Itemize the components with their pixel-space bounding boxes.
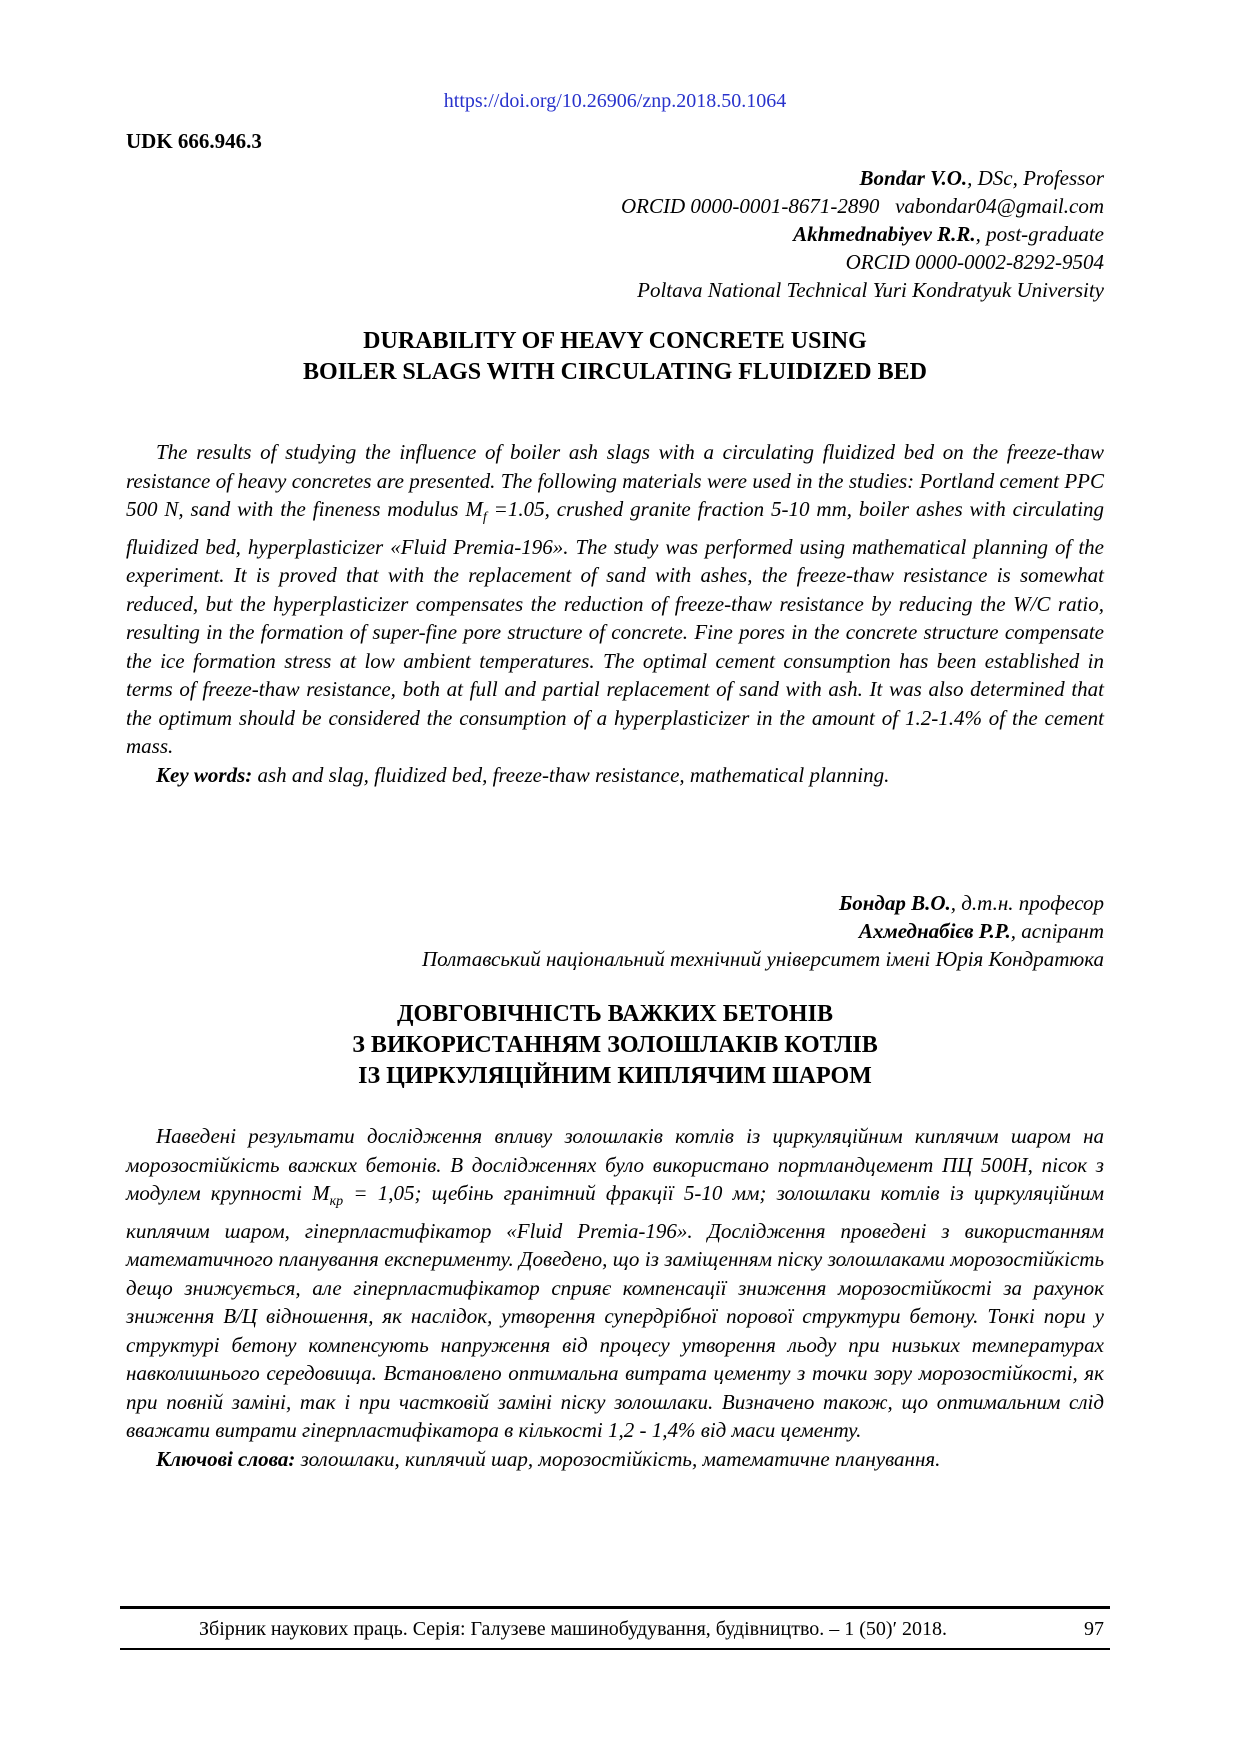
author-name: Bondar V.O. xyxy=(859,166,968,190)
doi-link[interactable]: https://doi.org/10.26906/znp.2018.50.1064 xyxy=(443,90,787,112)
paper-title-uk-line1: ДОВГОВІЧНІСТЬ ВАЖКИХ БЕТОНІВ xyxy=(397,1001,833,1028)
paper-title-uk xyxy=(126,999,1104,1092)
footer-rule-bottom xyxy=(120,1648,1110,1650)
author-line-en-2 xyxy=(126,220,1104,248)
keywords-en-text: ash and slag, fluidized bed, freeze-thaw resistance, mathematical planning. xyxy=(252,762,890,787)
affiliation-uk: Полтавський національний технічний університет імені Юрія Кондратюка xyxy=(421,947,1104,972)
author-name: Ахмеднабієв Р.Р. xyxy=(858,919,1011,944)
paper-title-uk-line3: ІЗ ЦИРКУЛЯЦІЙНИМ КИПЛЯЧИМ ШАРОМ xyxy=(358,1063,872,1090)
author-name: Бондар В.О. xyxy=(838,891,951,916)
author-line-uk-2 xyxy=(126,917,1104,945)
abstract-uk-text: = 1,05; щебінь гранітний фракції 5-10 мм; золошлаки котлів із циркуляційним киплячим шаром, гіперпластифікатор «Fluid Premia-196». Дослідження проведені з використанням математичного планування експерименту. Доведено, що із заміщенням піску золошлаками морозостійкість дещо знижується, але гіперпластифікатор сприяє компенсації зниження морозостійкості за рахунок зниження В/Ц відношення, як наслідок, утворення супердрібної порової структури бетону. Тонкі пори у структурі бетону компенсують напруження від процесу утворення льоду при низьких температурах навколишнього середовища. Встановлено оптимальна витрата цементу з точки зору морозостійкості, як при повній заміні, так і при частковій заміні піску золошлаки. Визначено також, що оптимальним слід вважати витрати гіперпластифікатора в кількості 1,2 - 1,4% від маси цементу. xyxy=(126,1181,1105,1443)
page-footer xyxy=(120,1606,1110,1650)
doi-line xyxy=(126,0,1104,113)
footer-row xyxy=(120,1609,1110,1648)
abstract-uk-text: Наведені результати дослідження впливу золошлаків котлів із циркуляційним киплячим шаром на морозостійкість важких бетонів. В дослідженнях було використано портландцемент ПЦ 500Н, пісок з модулем крупності М xyxy=(126,1124,1104,1206)
abstract-en xyxy=(126,438,1104,761)
keywords-uk-label: Ключові слова: xyxy=(156,1446,296,1471)
orcid-line: ORCID 0000-0001-8671-2890 vabondar04@gmail.com xyxy=(620,194,1104,218)
keywords-uk xyxy=(126,1445,1104,1474)
author-role: , аспірант xyxy=(1010,919,1104,944)
footer-journal-title: Збірник наукових праць. Серія: Галузеве машинобудування, будівництво. – 1 (50)′ 2018. xyxy=(199,1618,947,1640)
abstract-en-subscript: f xyxy=(482,510,487,526)
abstract-uk xyxy=(126,1122,1104,1445)
authors-block-uk xyxy=(126,889,1104,973)
author-role: , д.т.н. професор xyxy=(950,891,1104,916)
keywords-en-label: Key words: xyxy=(156,762,253,787)
orcid-line: ORCID 0000-0002-8292-9504 xyxy=(845,250,1104,274)
keywords-uk-text: золошлаки, киплячий шар, морозостійкість, математичне планування. xyxy=(295,1446,941,1471)
authors-block-en xyxy=(126,164,1104,304)
author-line-en-1 xyxy=(126,164,1104,192)
author-name: Akhmednabiyev R.R. xyxy=(793,222,976,246)
abstract-en-text: =1.05, crushed granite fraction 5-10 mm, boiler ashes with circulating fluidized bed, hyperplasticizer «Fluid Premia-196». The study was performed using mathematical planning of the experiment. It is proved that with the replacement of sand with ashes, the freeze-thaw resistance is somewhat reduced, but the hyperplasticizer compensates the reduction of freeze-thaw resistance by reducing the W/C ratio, resulting in the formation of super-fine pore structure of concrete. Fine pores in the concrete structure compensate the ice formation stress at low ambient temperatures. The optimal cement consumption has been established in terms of freeze-thaw resistance, both at full and partial replacement of sand with ash. It was also determined that the optimum should be considered the consumption of a hyperplasticizer in the amount of 1.2-1.4% of the cement mass. xyxy=(126,497,1104,759)
footer-page-number: 97 xyxy=(1084,1618,1104,1640)
paper-title-en-line2: BOILER SLAGS WITH CIRCULATING FLUIDIZED BED xyxy=(303,359,927,385)
page-content xyxy=(126,0,1104,1473)
abstract-uk-subscript: кр xyxy=(329,1194,344,1210)
abstract-en-text: The results of studying the influence of boiler ash slags with a circulating fluidized bed on the freeze-thaw resistance of heavy concretes are presented. The following materials were used in the studies: Portland cement PPC 500 N, sand with the fineness modulus M xyxy=(126,440,1104,521)
author-role: , DSc, Professor xyxy=(967,166,1104,190)
paper-title-uk-line2: З ВИКОРИСТАННЯМ ЗОЛОШЛАКІВ КОТЛІВ xyxy=(352,1032,878,1059)
paper-title-en-line1: DURABILITY OF HEAVY CONCRETE USING xyxy=(363,328,867,354)
keywords-en xyxy=(126,761,1104,790)
udk-label: UDK 666.946.3 xyxy=(126,129,262,153)
author-line-uk-1 xyxy=(126,889,1104,917)
author-role: , post-graduate xyxy=(975,222,1104,246)
affiliation-en: Poltava National Technical Yuri Kondratyuk University xyxy=(637,278,1104,302)
paper-title-en xyxy=(126,326,1104,388)
